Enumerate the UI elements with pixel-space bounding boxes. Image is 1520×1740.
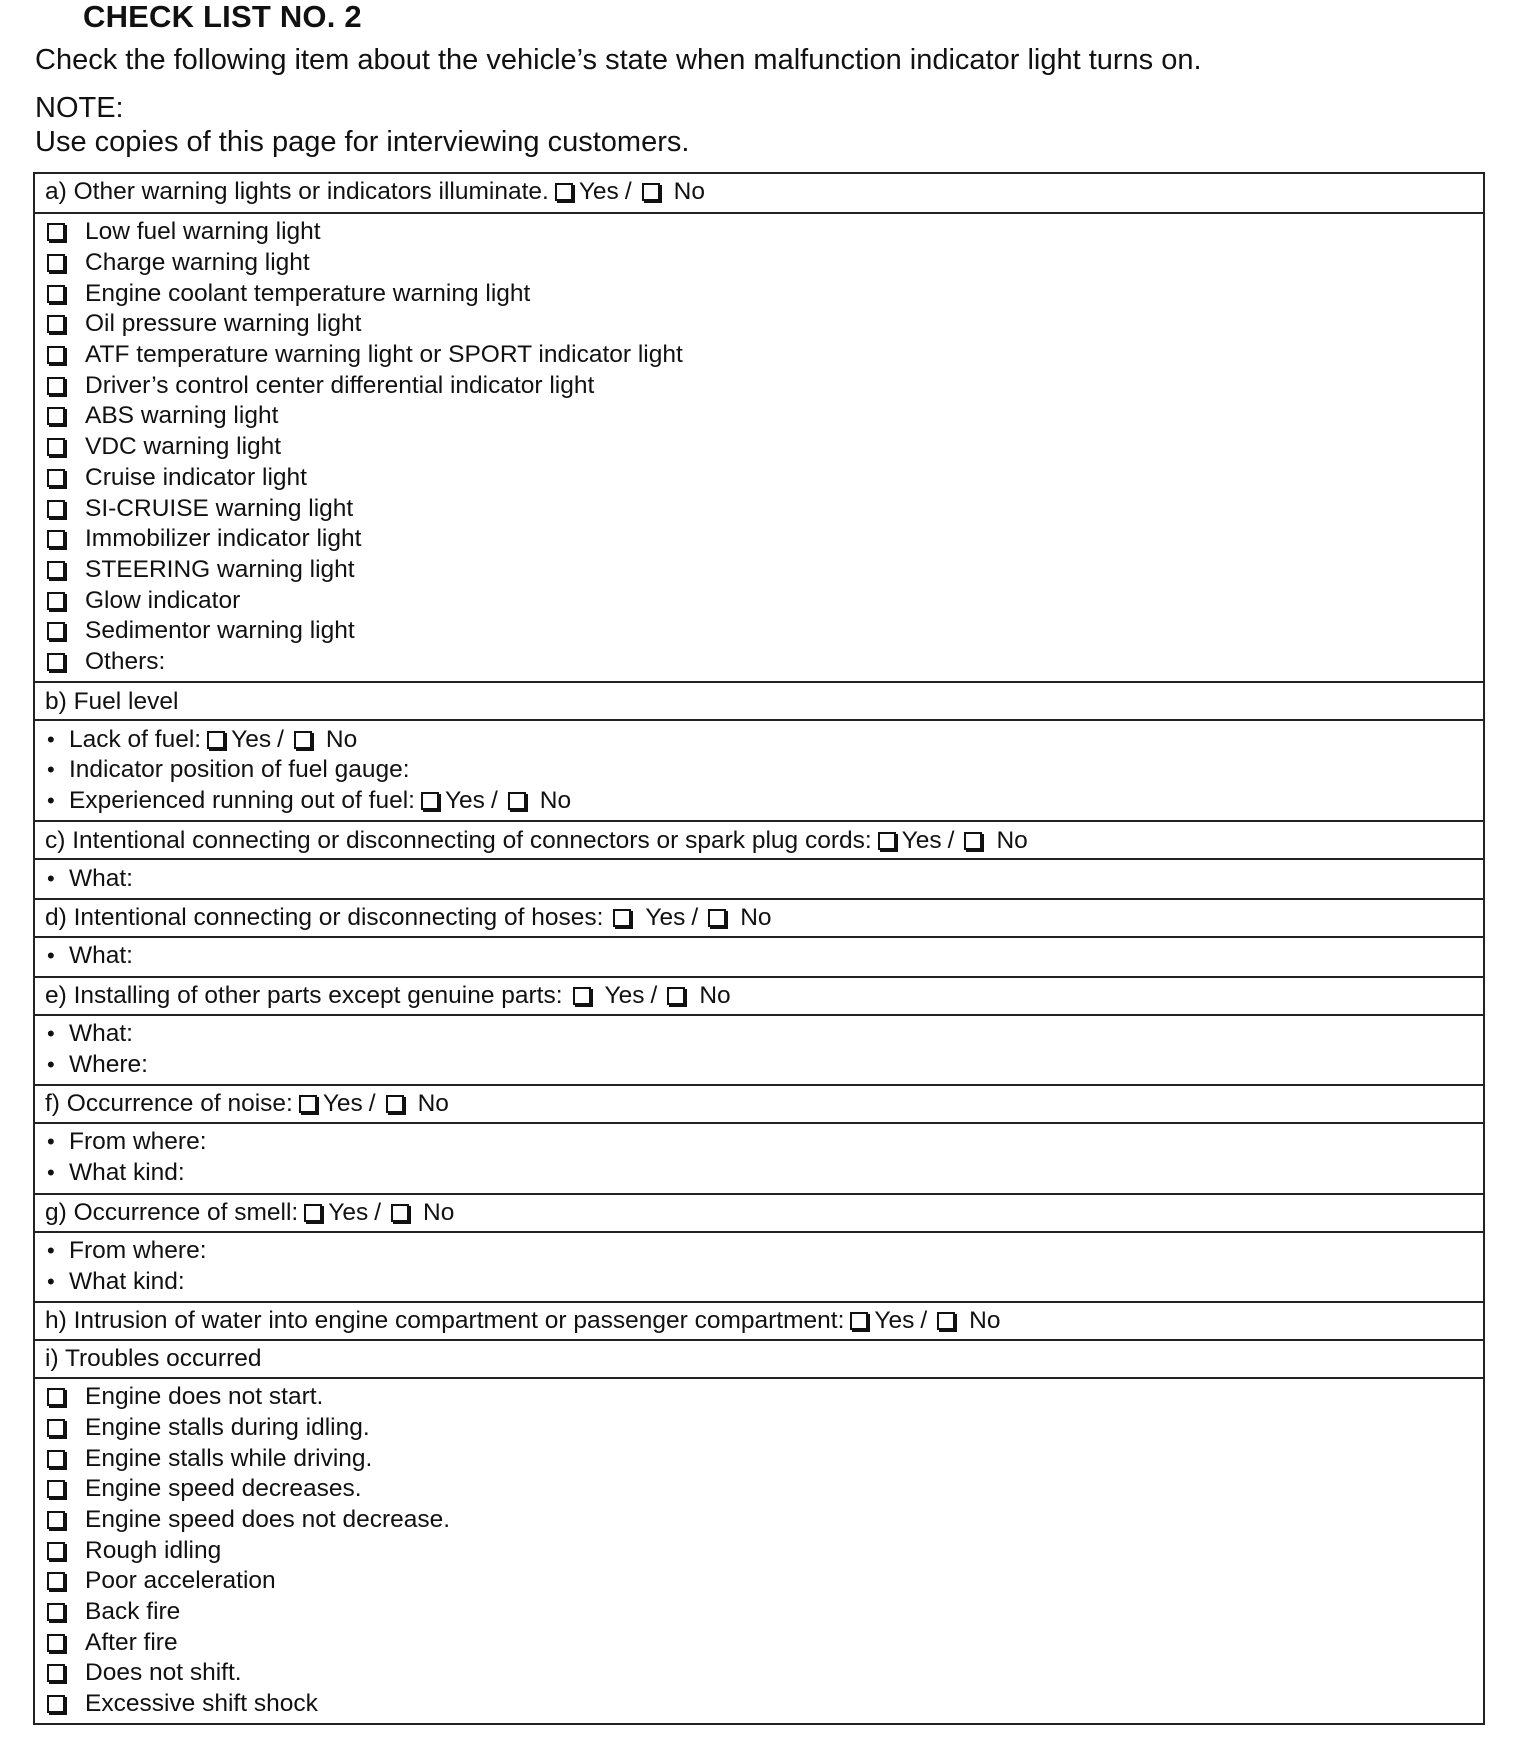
item-label: Engine stalls while driving.	[85, 1444, 373, 1472]
item-checkbox[interactable]	[47, 1511, 65, 1529]
yes-label: Yes	[322, 1090, 363, 1118]
ran-out-label: Experienced running out of fuel:	[69, 787, 415, 815]
item-checkbox[interactable]	[47, 1450, 65, 1468]
section-d-header	[35, 898, 1483, 936]
no-label: No	[539, 787, 572, 815]
item-label: Poor acceleration	[85, 1567, 276, 1595]
what-label: What:	[69, 864, 133, 892]
item-checkbox[interactable]	[47, 1603, 65, 1621]
bullet-icon: •	[47, 1021, 55, 1047]
from-where-label: From where:	[69, 1128, 207, 1156]
what-kind-label: What kind:	[69, 1267, 185, 1295]
item-checkbox[interactable]	[47, 469, 65, 487]
item-label: ABS warning light	[85, 402, 279, 430]
list-item	[45, 340, 1473, 371]
yes-label: Yes	[328, 1198, 369, 1226]
section-b-heading: b) Fuel level	[45, 687, 179, 715]
item-label: Back fire	[85, 1598, 181, 1626]
item-label: Excessive shift shock	[85, 1690, 318, 1718]
ran-out-no-checkbox[interactable]	[508, 792, 526, 810]
item-label: SI-CRUISE warning light	[85, 494, 354, 522]
list-item	[45, 1535, 1473, 1566]
list-item	[45, 524, 1473, 555]
item-checkbox[interactable]	[47, 377, 65, 395]
separator: /	[368, 1090, 376, 1118]
no-label: No	[996, 826, 1028, 854]
list-item	[45, 585, 1473, 616]
section-f-header	[35, 1084, 1483, 1122]
section-g-header	[35, 1193, 1483, 1231]
list-item	[45, 1658, 1473, 1689]
list-item	[45, 1266, 1473, 1297]
section-c-no-checkbox[interactable]	[964, 832, 982, 850]
ran-out-yes-checkbox[interactable]	[421, 792, 439, 810]
item-checkbox[interactable]	[47, 1572, 65, 1590]
section-g-items	[35, 1231, 1483, 1301]
section-d-yes-checkbox[interactable]	[613, 909, 631, 927]
list-item	[45, 1382, 1473, 1413]
item-label: Low fuel warning light	[85, 218, 321, 246]
list-item	[45, 941, 1473, 972]
no-label: No	[423, 1198, 455, 1226]
item-label: After fire	[85, 1628, 178, 1656]
list-item	[45, 401, 1473, 432]
yes-label: Yes	[444, 787, 485, 815]
item-label: Rough idling	[85, 1536, 222, 1564]
list-item	[45, 278, 1473, 309]
checklist-table	[33, 172, 1485, 1725]
bullet-icon: •	[47, 726, 55, 752]
list-item	[45, 1689, 1473, 1720]
item-label: Oil pressure warning light	[85, 310, 362, 338]
item-checkbox[interactable]	[47, 592, 65, 610]
section-g-no-checkbox[interactable]	[391, 1204, 409, 1222]
list-item	[45, 1474, 1473, 1505]
list-item	[45, 1505, 1473, 1536]
bullet-icon: •	[47, 1237, 55, 1263]
bullet-icon: •	[47, 757, 55, 783]
list-item	[45, 1413, 1473, 1444]
what-label: What:	[69, 942, 133, 970]
yes-label: Yes	[901, 826, 942, 854]
section-f-yes-checkbox[interactable]	[299, 1095, 317, 1113]
item-label: Glow indicator	[85, 586, 241, 614]
separator: /	[947, 826, 955, 854]
section-b-items	[35, 719, 1483, 820]
item-label: Others:	[85, 647, 166, 675]
section-f-heading: f) Occurrence of noise:	[45, 1090, 293, 1118]
yes-label: Yes	[578, 178, 619, 206]
section-h-header	[35, 1301, 1483, 1339]
item-checkbox[interactable]	[47, 1634, 65, 1652]
item-checkbox[interactable]	[47, 622, 65, 640]
yes-label: Yes	[874, 1307, 915, 1335]
section-g-heading: g) Occurrence of smell:	[45, 1198, 299, 1226]
item-label: Engine stalls during idling.	[85, 1413, 370, 1441]
page-title: CHECK LIST NO. 2	[83, 0, 362, 34]
where-label: Where:	[69, 1050, 148, 1078]
list-item	[45, 217, 1473, 248]
gauge-position-label: Indicator position of fuel gauge:	[69, 756, 410, 784]
section-d-no-checkbox[interactable]	[708, 909, 726, 927]
no-label: No	[699, 982, 731, 1010]
list-item	[45, 370, 1473, 401]
section-c-heading: c) Intentional connecting or disconnecting of connectors or spark plug cords:	[45, 826, 872, 854]
note-label: NOTE:	[35, 92, 124, 124]
list-item	[45, 1236, 1473, 1267]
item-label: Engine speed does not decrease.	[85, 1505, 451, 1533]
lack-of-fuel-yes-checkbox[interactable]	[207, 731, 225, 749]
list-item	[45, 432, 1473, 463]
separator: /	[277, 725, 284, 753]
section-b-header	[35, 681, 1483, 719]
bullet-icon: •	[47, 943, 55, 969]
section-f-no-checkbox[interactable]	[386, 1095, 404, 1113]
list-item	[45, 1597, 1473, 1628]
section-e-yes-checkbox[interactable]	[573, 987, 591, 1005]
item-checkbox[interactable]	[47, 254, 65, 272]
section-a-items	[35, 212, 1483, 681]
section-c-yes-checkbox[interactable]	[878, 832, 896, 850]
item-label: Sedimentor warning light	[85, 617, 355, 645]
item-label: ATF temperature warning light or SPORT indicator light	[85, 341, 683, 369]
bullet-icon: •	[47, 865, 55, 891]
section-c-items	[35, 858, 1483, 898]
section-f-items	[35, 1122, 1483, 1192]
item-label: Engine does not start.	[85, 1383, 324, 1411]
lack-of-fuel-label: Lack of fuel:	[69, 725, 202, 753]
list-item	[45, 493, 1473, 524]
from-where-label: From where:	[69, 1236, 207, 1264]
item-checkbox[interactable]	[47, 1388, 65, 1406]
item-label: Does not shift.	[85, 1659, 242, 1687]
item-checkbox[interactable]	[47, 1419, 65, 1437]
list-item	[45, 755, 1473, 786]
section-h-no-checkbox[interactable]	[937, 1312, 955, 1330]
no-label: No	[325, 725, 358, 753]
bullet-icon: •	[47, 788, 55, 814]
separator: /	[920, 1307, 928, 1335]
separator: /	[624, 178, 632, 206]
list-item	[45, 1127, 1473, 1158]
separator: /	[650, 982, 658, 1010]
item-label: VDC warning light	[85, 433, 282, 461]
list-item	[45, 248, 1473, 279]
list-item	[45, 463, 1473, 494]
list-item	[45, 1443, 1473, 1474]
section-a-no-checkbox[interactable]	[642, 183, 660, 201]
list-item	[45, 786, 1473, 817]
item-label: Immobilizer indicator light	[85, 525, 362, 553]
no-label: No	[740, 904, 772, 932]
section-e-heading: e) Installing of other parts except genuine parts:	[45, 982, 563, 1010]
separator: /	[374, 1198, 382, 1226]
section-h-yes-checkbox[interactable]	[850, 1312, 868, 1330]
list-item	[45, 1049, 1473, 1080]
lack-of-fuel-no-checkbox[interactable]	[294, 731, 312, 749]
item-label: Driver’s control center differential indicator light	[85, 371, 595, 399]
section-a-heading: a) Other warning lights or indicators illuminate.	[45, 178, 549, 206]
section-a-header	[35, 174, 1483, 212]
section-d-heading: d) Intentional connecting or disconnecting of hoses:	[45, 904, 604, 932]
item-label: Engine coolant temperature warning light	[85, 279, 531, 307]
item-label: STEERING warning light	[85, 555, 355, 583]
section-e-no-checkbox[interactable]	[667, 987, 685, 1005]
what-kind-label: What kind:	[69, 1159, 185, 1187]
item-label: Cruise indicator light	[85, 463, 307, 491]
item-checkbox[interactable]	[47, 285, 65, 303]
list-item	[45, 647, 1473, 678]
item-checkbox[interactable]	[47, 1695, 65, 1713]
yes-label: Yes	[645, 904, 686, 932]
section-e-header	[35, 976, 1483, 1014]
item-label: Engine speed decreases.	[85, 1475, 362, 1503]
item-checkbox[interactable]	[47, 561, 65, 579]
list-item	[45, 1158, 1473, 1189]
item-checkbox[interactable]	[47, 1542, 65, 1560]
list-item	[45, 309, 1473, 340]
item-checkbox[interactable]	[47, 407, 65, 425]
item-checkbox[interactable]	[47, 653, 65, 671]
separator: /	[490, 787, 498, 815]
item-checkbox[interactable]	[47, 1664, 65, 1682]
item-checkbox[interactable]	[47, 530, 65, 548]
no-label: No	[417, 1090, 449, 1118]
item-checkbox[interactable]	[47, 315, 65, 333]
section-h-heading: h) Intrusion of water into engine compartment or passenger compartment:	[45, 1307, 845, 1335]
bullet-icon: •	[47, 1129, 55, 1155]
item-checkbox[interactable]	[47, 346, 65, 364]
section-c-header	[35, 820, 1483, 858]
list-item	[45, 1627, 1473, 1658]
no-label: No	[969, 1307, 1001, 1335]
bullet-icon: •	[47, 1051, 55, 1077]
list-item	[45, 616, 1473, 647]
list-item	[45, 863, 1473, 894]
section-i-items	[35, 1377, 1483, 1724]
what-label: What:	[69, 1020, 133, 1048]
list-item	[45, 555, 1473, 586]
list-item	[45, 724, 1473, 755]
section-g-yes-checkbox[interactable]	[304, 1204, 322, 1222]
separator: /	[691, 904, 699, 932]
section-d-items	[35, 936, 1483, 976]
note-text: Use copies of this page for interviewing customers.	[35, 126, 690, 158]
item-checkbox[interactable]	[47, 223, 65, 241]
section-i-header	[35, 1339, 1483, 1377]
yes-label: Yes	[231, 725, 272, 753]
item-label: Charge warning light	[85, 249, 310, 277]
yes-label: Yes	[604, 982, 645, 1010]
intro-text: Check the following item about the vehicle’s state when malfunction indicator light turns on.	[35, 44, 1202, 76]
section-i-heading: i) Troubles occurred	[45, 1345, 262, 1373]
section-e-items	[35, 1014, 1483, 1084]
bullet-icon: •	[47, 1160, 55, 1186]
item-checkbox[interactable]	[47, 1480, 65, 1498]
bullet-icon: •	[47, 1268, 55, 1294]
no-label: No	[673, 178, 705, 206]
list-item	[45, 1566, 1473, 1597]
item-checkbox[interactable]	[47, 500, 65, 518]
item-checkbox[interactable]	[47, 438, 65, 456]
list-item	[45, 1019, 1473, 1050]
section-a-yes-checkbox[interactable]	[555, 183, 573, 201]
